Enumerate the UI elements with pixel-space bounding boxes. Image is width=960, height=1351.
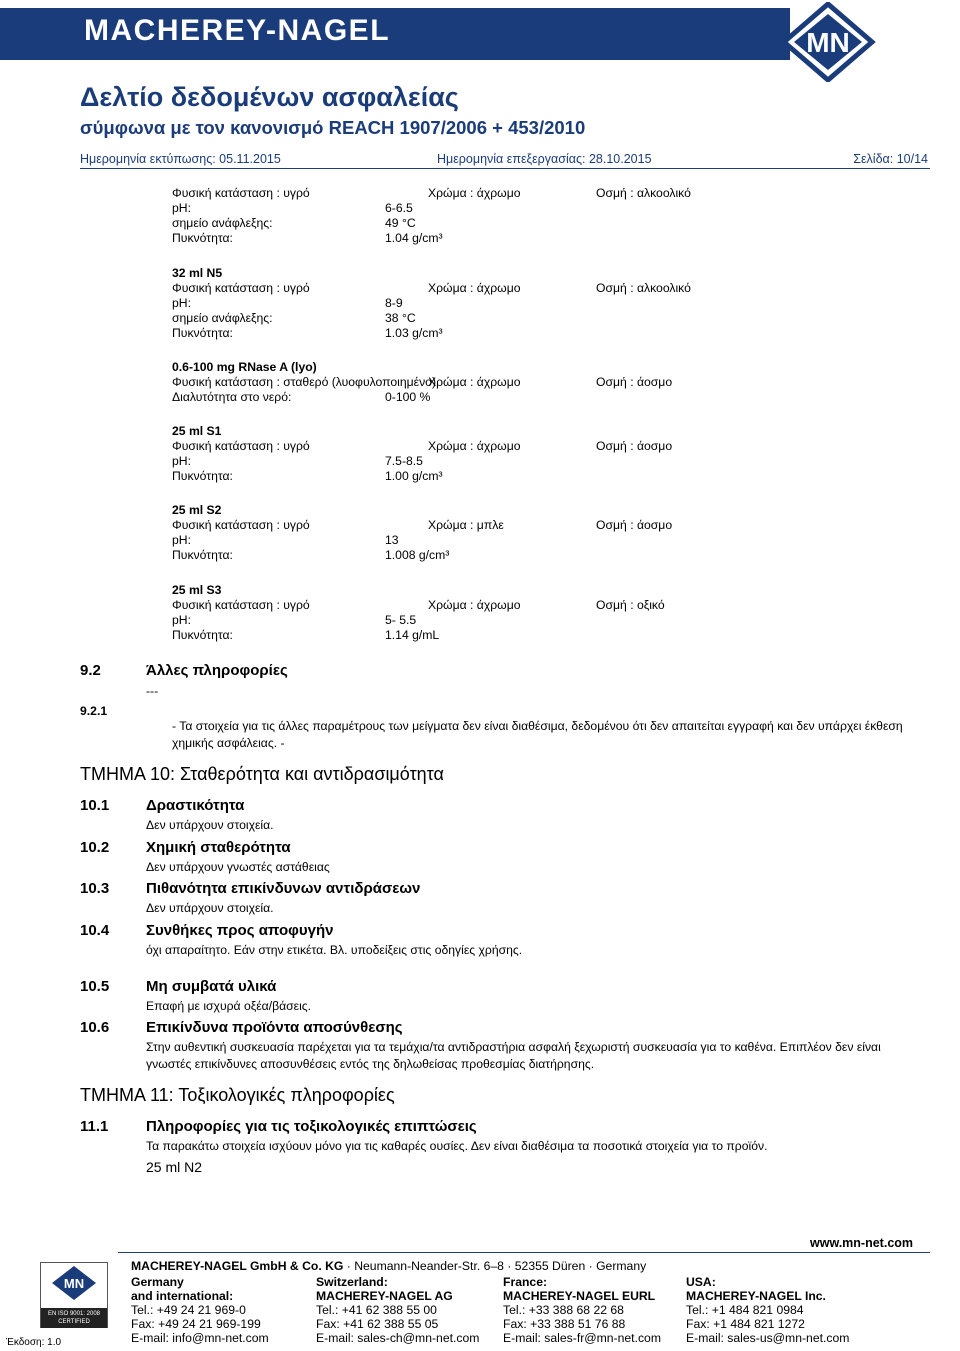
density-value: 1.03 g/cm³	[385, 326, 443, 340]
section-10-title: ΤΜΗΜΑ 10: Σταθερότητα και αντιδρασιμότητα	[80, 764, 444, 784]
col-fax: Fax: +41 62 388 55 05	[316, 1317, 439, 1331]
col-email[interactable]: E-mail: info@mn-net.com	[131, 1331, 269, 1345]
company-name: MACHEREY-NAGEL GmbH & Co. KG	[131, 1259, 344, 1273]
item-number: 10.5	[80, 978, 110, 995]
item-text: Δεν υπάρχουν στοιχεία.	[146, 818, 274, 832]
item-title: Επικίνδυνα προϊόντα αποσύνθεσης	[146, 1019, 403, 1036]
website-link[interactable]: www.mn-net.com	[810, 1236, 914, 1250]
product-title: 25 ml S3	[172, 583, 222, 597]
document-subtitle: σύμφωνα με τον κανονισμό REACH 1907/2006 + 453/2010	[80, 117, 586, 138]
col-tel: Tel.: +41 62 388 55 00	[316, 1303, 437, 1317]
density-label: Πυκνότητα:	[172, 326, 233, 340]
col-subheading: and international:	[131, 1289, 234, 1303]
section-number: 9.2	[80, 662, 101, 679]
product-title: 25 ml S2	[172, 503, 222, 517]
company-line	[131, 1259, 646, 1273]
density-value: 1.14 g/mL	[385, 628, 440, 642]
edit-date: Ημερομηνία επεξεργασίας: 28.10.2015	[437, 152, 652, 166]
state: Φυσική κατάσταση : υγρό	[172, 598, 310, 612]
item-number: 10.1	[80, 797, 110, 814]
density-label: Πυκνότητα:	[172, 231, 233, 245]
header-info-line	[80, 152, 930, 169]
col-fax: Fax: +33 388 51 76 88	[503, 1317, 626, 1331]
item-title: Δραστικότητα	[146, 797, 245, 814]
odor: Οσμή : αλκοολικό	[596, 186, 691, 200]
col-heading: USA:	[686, 1275, 716, 1289]
version: Έκδοση: 1.0	[6, 1337, 62, 1348]
col-fax: Fax: +49 24 21 969-199	[131, 1317, 261, 1331]
flash-value: 38 °C	[385, 311, 416, 325]
item-text: Δεν υπάρχουν στοιχεία.	[146, 901, 274, 915]
document-title: Δελτίο δεδομένων ασφαλείας	[80, 82, 459, 112]
odor: Οσμή : άοσμο	[596, 375, 673, 389]
ph-value: 5- 5.5	[385, 613, 417, 627]
col-tel: Tel.: +49 24 21 969-0	[131, 1303, 246, 1317]
cert-logo-text: MN	[63, 1276, 85, 1291]
section-title: Άλλες πληροφορίες	[146, 662, 288, 679]
col-tel: Tel.: +33 388 68 22 68	[503, 1303, 624, 1317]
other-info-text: - Τα στοιχεία για τις άλλες παραμέτρους των μείγματα δεν είναι διαθέσιμα, δεδομένου ότι δεν απαιτείται εγγραφή και δεν υπάρχει έκθεση χημικής ασφάλειας. -	[172, 719, 903, 750]
print-date: Ημερομηνία εκτύπωσης: 05.11.2015	[80, 152, 281, 166]
odor: Οσμή : αλκοολικό	[596, 281, 691, 295]
item-text: Τα παρακάτω στοιχεία ισχύουν μόνο για τις καθαρές ουσίες. Δεν είναι διαθέσιμα τα ποσοτικά στοιχεία για το προϊόν.	[146, 1139, 768, 1153]
solubility-value: 0-100 %	[385, 390, 431, 404]
product-title: 0.6-100 mg RNase A (lyo)	[172, 360, 317, 374]
ph-value: 7.5-8.5	[385, 454, 423, 468]
density-label: Πυκνότητα:	[172, 628, 233, 642]
section-11-title: ΤΜΗΜΑ 11: Τοξικολογικές πληροφορίες	[80, 1085, 395, 1105]
ph-value: 13	[385, 533, 399, 547]
item-title: Χημική σταθερότητα	[146, 839, 291, 856]
item-number: 10.6	[80, 1019, 110, 1036]
company-address: · Neumann-Neander-Str. 6–8 · 52355 Düren · Germany	[343, 1259, 647, 1273]
col-email[interactable]: E-mail: sales-us@mn-net.com	[686, 1331, 850, 1345]
footer-divider	[118, 1252, 930, 1253]
col-subheading: MACHEREY-NAGEL AG	[316, 1289, 453, 1303]
mn-logo-icon	[780, 2, 876, 82]
color: Χρώμα : μπλε	[428, 518, 504, 532]
item-text: Δεν υπάρχουν γνωστές αστάθειας	[146, 860, 330, 874]
item-text: Στην αυθεντική συσκευασία παρέχεται για τα τεμάχια/τα αντιδραστήρια ασφαλή ξεχωριστή συσκευασία για το καθένα. Επιπλέον δεν είναι γνωστές επικίνδυνες αποσυνθέσεις εντός της δηλωθείσας προθεσμίας διατήρησης.	[146, 1040, 881, 1071]
col-subheading: MACHEREY-NAGEL EURL	[503, 1289, 656, 1303]
ph-label: pH:	[172, 296, 191, 310]
ph-value: 6-6.5	[385, 201, 413, 215]
col-heading: Switzerland:	[316, 1275, 388, 1289]
density-label: Πυκνότητα:	[172, 469, 233, 483]
state: Φυσική κατάσταση : σταθερό (λυοφυλοποιημένο)	[172, 375, 437, 389]
product-title: 25 ml N2	[146, 1159, 203, 1175]
state: Φυσική κατάσταση : υγρό	[172, 439, 310, 453]
item-title: Μη συμβατά υλικά	[146, 978, 277, 995]
ph-value: 8-9	[385, 296, 403, 310]
odor: Οσμή : άοσμο	[596, 518, 673, 532]
state: Φυσική κατάσταση : υγρό	[172, 186, 310, 200]
solubility-label: Διαλυτότητα στο νερό:	[172, 390, 292, 404]
col-fax: Fax: +1 484 821 1272	[686, 1317, 805, 1331]
subsection-number: 9.2.1	[80, 704, 108, 718]
item-title: Πληροφορίες για τις τοξικολογικές επιπτώσεις	[146, 1118, 477, 1135]
color: Χρώμα : άχρωμο	[428, 375, 521, 389]
item-number: 10.4	[80, 922, 110, 939]
item-number: 10.3	[80, 880, 110, 897]
col-email[interactable]: E-mail: sales-fr@mn-net.com	[503, 1331, 661, 1345]
ph-label: pH:	[172, 454, 191, 468]
state: Φυσική κατάσταση : υγρό	[172, 518, 310, 532]
item-title: Συνθήκες προς αποφυγήν	[146, 922, 334, 939]
density-value: 1.04 g/cm³	[385, 231, 443, 245]
logo-text: MN	[806, 27, 850, 58]
color: Χρώμα : άχρωμο	[428, 439, 521, 453]
col-heading: Germany	[131, 1275, 184, 1289]
col-heading: France:	[503, 1275, 548, 1289]
density-value: 1.00 g/cm³	[385, 469, 443, 483]
item-number: 11.1	[80, 1118, 109, 1135]
ph-label: pH:	[172, 533, 191, 547]
odor: Οσμή : άοσμο	[596, 439, 673, 453]
flash-label: σημείο ανάφλεξης:	[172, 311, 273, 325]
item-number: 10.2	[80, 839, 110, 856]
color: Χρώμα : άχρωμο	[428, 186, 521, 200]
density-value: 1.008 g/cm³	[385, 548, 450, 562]
product-title: 25 ml S1	[172, 424, 222, 438]
ph-label: pH:	[172, 201, 191, 215]
item-text: όχι απαραίτητο. Εάν στην ετικέτα. Βλ. υποδείξεις στις οδηγίες χρήσης.	[146, 943, 523, 957]
state: Φυσική κατάσταση : υγρό	[172, 281, 310, 295]
cert-logo	[40, 1262, 108, 1328]
brand-name: MACHEREY-NAGEL	[84, 14, 391, 47]
page-number: Σελίδα: 10/14	[853, 152, 928, 166]
dashes: ---	[146, 684, 159, 698]
item-text: Επαφή με ισχυρά οξέα/βάσεις.	[146, 999, 312, 1013]
density-label: Πυκνότητα:	[172, 548, 233, 562]
cert-label: EN ISO 9001: 2008 CERTIFIED	[41, 1308, 107, 1328]
color: Χρώμα : άχρωμο	[428, 281, 521, 295]
item-title: Πιθανότητα επικίνδυνων αντιδράσεων	[146, 880, 421, 897]
brand-header	[0, 0, 960, 78]
product-title: 32 ml N5	[172, 266, 223, 280]
col-tel: Tel.: +1 484 821 0984	[686, 1303, 804, 1317]
col-email[interactable]: E-mail: sales-ch@mn-net.com	[316, 1331, 480, 1345]
mn-cert-icon	[41, 1263, 107, 1303]
flash-value: 49 °C	[385, 216, 416, 230]
flash-label: σημείο ανάφλεξης:	[172, 216, 273, 230]
color: Χρώμα : άχρωμο	[428, 598, 521, 612]
odor: Οσμή : οξικό	[596, 598, 665, 612]
ph-label: pH:	[172, 613, 191, 627]
col-subheading: MACHEREY-NAGEL Inc.	[686, 1289, 826, 1303]
